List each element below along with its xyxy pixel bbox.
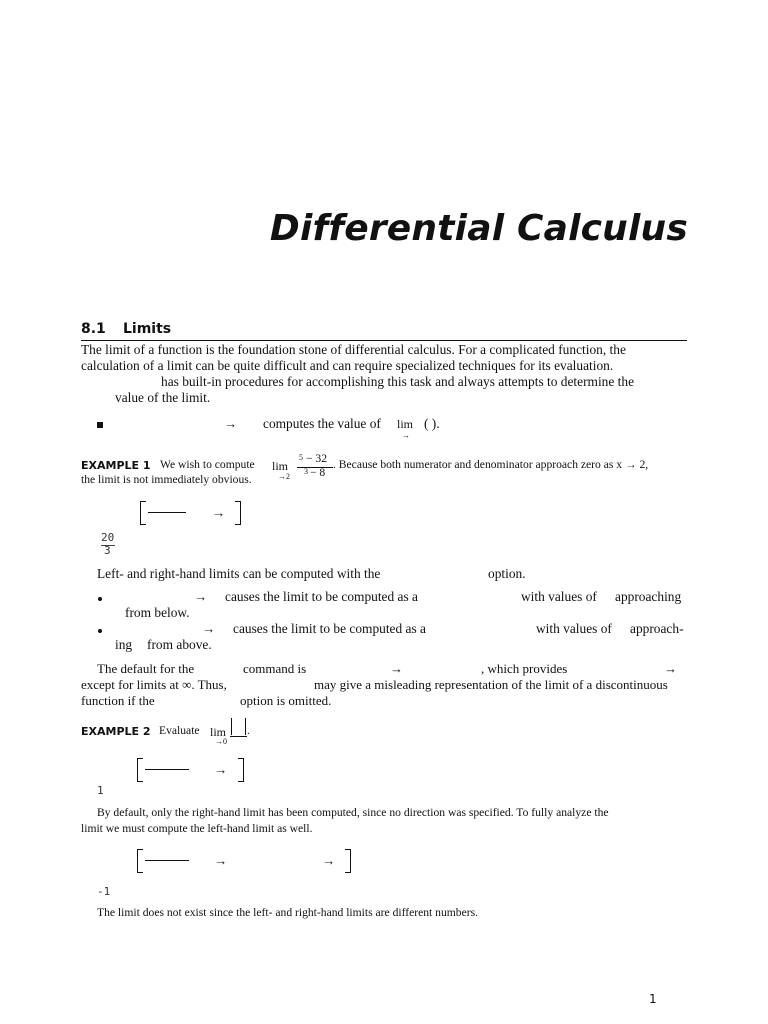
input-arrow-1: → — [214, 853, 228, 868]
input-fraction-line — [148, 512, 186, 513]
input-bracket-right — [238, 758, 244, 782]
input-bracket-left — [137, 849, 143, 873]
example-1-tail: . Because both numerator and denominator approach zero as x → 2, — [333, 458, 649, 471]
input-bracket-left — [140, 501, 146, 525]
example-1-lim: lim — [272, 459, 289, 473]
input-arrow: → — [212, 505, 226, 520]
direction-intro-right: option. — [488, 566, 526, 581]
default-explain-line-1: By default, only the right-hand limit has been computed, since no direction was specified. To fully analyze the — [97, 806, 609, 819]
intro-line-1: The limit of a function is the foundation stone of differential calculus. For a complicated function, the — [81, 342, 626, 357]
dot-bullet-icon — [98, 597, 102, 601]
square-bullet-icon — [97, 422, 103, 428]
example-1-lim-sub: →2 — [278, 472, 290, 481]
example-1-num-sup: 5 — [299, 453, 303, 462]
intro-line-4: value of the limit. — [115, 390, 211, 405]
example-2-label: EXAMPLE 2 — [81, 725, 151, 738]
example-2-lead: Evaluate — [159, 724, 200, 737]
example-2-dot: . — [247, 724, 250, 737]
input-fraction-line — [145, 769, 189, 770]
bullet-2-line-2a: ing — [115, 637, 133, 652]
bullet-2-tail-1: with values of — [536, 621, 612, 636]
chapter-title: Differential Calculus — [269, 208, 688, 249]
intro-line-2: calculation of a limit can be quite difficult and can require specialized techniques for its evaluation. — [81, 358, 614, 373]
default-note-l1a: The default for the — [97, 661, 195, 676]
limit-cmd-lim: lim — [397, 417, 414, 431]
default-note-l2b: may give a misleading representation of the limit of a discontinuous — [314, 677, 668, 692]
bullet-1-text: causes the limit to be computed as a — [225, 589, 418, 604]
bullet-1-line-2: from below. — [125, 605, 190, 620]
bullet-2-arrow: → — [202, 621, 216, 636]
left-limit-output: -1 — [97, 885, 111, 898]
bullet-1-arrow: → — [194, 589, 208, 604]
example-1-den-sup: 3 — [304, 467, 308, 476]
example-1-numerator: − 32 — [306, 452, 328, 465]
limit-cmd-sub-arrow: → — [402, 431, 410, 440]
default-note-l3b: option is omitted. — [240, 693, 332, 708]
limit-cmd-arrow: → — [224, 416, 238, 431]
example-1-label: EXAMPLE 1 — [81, 459, 151, 472]
example-2-fraction-bar — [230, 736, 247, 737]
page-number: 1 — [649, 992, 657, 1006]
bullet-1-tail-1: with values of — [521, 589, 597, 604]
default-note-l2a: except for limits at ∞. Thus, — [81, 677, 227, 692]
limit-cmd-text: computes the value of — [263, 416, 381, 431]
bullet-2-tail-2: approach- — [630, 621, 684, 636]
example-1-line-2: the limit is not immediately obvious. — [81, 473, 252, 486]
input-bracket-left — [137, 758, 143, 782]
input-arrow: → — [214, 762, 228, 777]
example-2-lim: lim — [210, 725, 227, 739]
default-note-l1e: → — [664, 661, 677, 676]
intro-line-3: has built-in procedures for accomplishing this task and always attempts to determine the — [161, 374, 635, 389]
example-2-lim-sub: →0 — [215, 737, 227, 746]
example-2-output: 1 — [97, 784, 104, 797]
example-1-lead: We wish to compute — [160, 458, 255, 471]
direction-intro-left: Left- and right-hand limits can be computed with the — [97, 566, 381, 581]
output-denominator: 3 — [104, 544, 111, 557]
example-1-denominator: − 8 — [310, 466, 326, 479]
section-title: Limits — [123, 321, 172, 337]
default-note-l3a: function if the — [81, 693, 155, 708]
dot-bullet-icon — [98, 629, 102, 633]
limit-cmd-paren: ( ). — [424, 416, 440, 431]
input-fraction-line — [145, 860, 189, 861]
input-arrow-2: → — [322, 853, 336, 868]
abs-bar-left — [231, 718, 232, 735]
default-note-l1b: command is — [243, 661, 307, 676]
conclusion-text: The limit does not exist since the left- and right-hand limits are different numbers. — [97, 906, 478, 919]
default-note-l1d: , which provides — [481, 661, 568, 676]
section-number: 8.1 — [81, 321, 106, 337]
bullet-2-text: causes the limit to be computed as a — [233, 621, 426, 636]
default-explain-line-2: limit we must compute the left-hand limit as well. — [81, 822, 313, 835]
bullet-1-tail-2: approaching — [615, 589, 682, 604]
input-bracket-right — [235, 501, 241, 525]
default-note-l1c: → — [390, 661, 403, 676]
input-bracket-right — [345, 849, 351, 873]
abs-bar-right — [245, 718, 246, 735]
output-numerator: 20 — [101, 531, 115, 544]
section-heading — [81, 320, 687, 341]
bullet-2-line-2b: from above. — [147, 637, 212, 652]
